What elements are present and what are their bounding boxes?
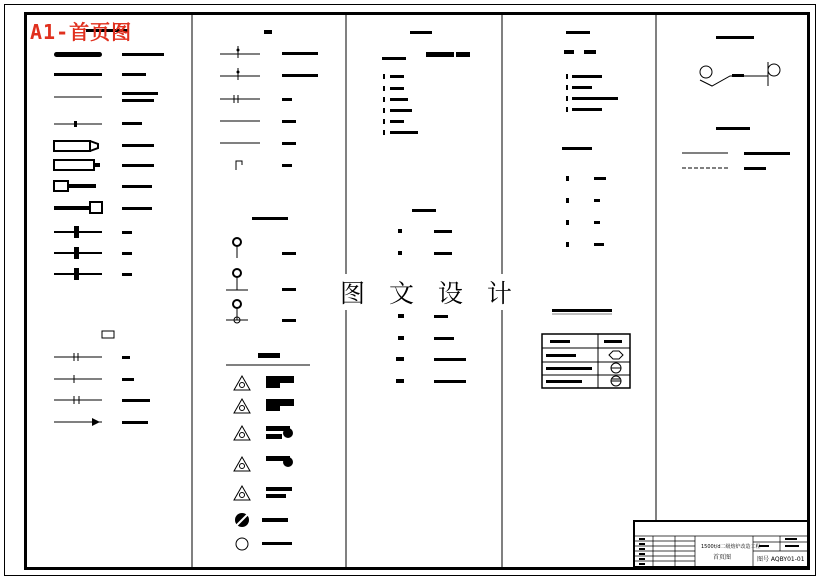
column-3-instrument-legend — [382, 31, 470, 383]
sheet-stamp: A1-首页图 — [30, 20, 133, 44]
column-5-notes-legend — [682, 36, 790, 170]
column-2-valve-legend — [220, 30, 318, 550]
sheet-label: 首页图 — [713, 554, 732, 561]
drawing-name: 1500t/d二级熔炉改造工程 — [701, 544, 761, 550]
column-4-symbol-legend — [542, 31, 630, 388]
drawing-number: 图号 AQBY01-01 — [757, 556, 805, 563]
title-block — [633, 520, 809, 568]
column-1-pipe-legend — [54, 29, 164, 426]
watermark: 图 文 设 计 — [338, 274, 522, 310]
